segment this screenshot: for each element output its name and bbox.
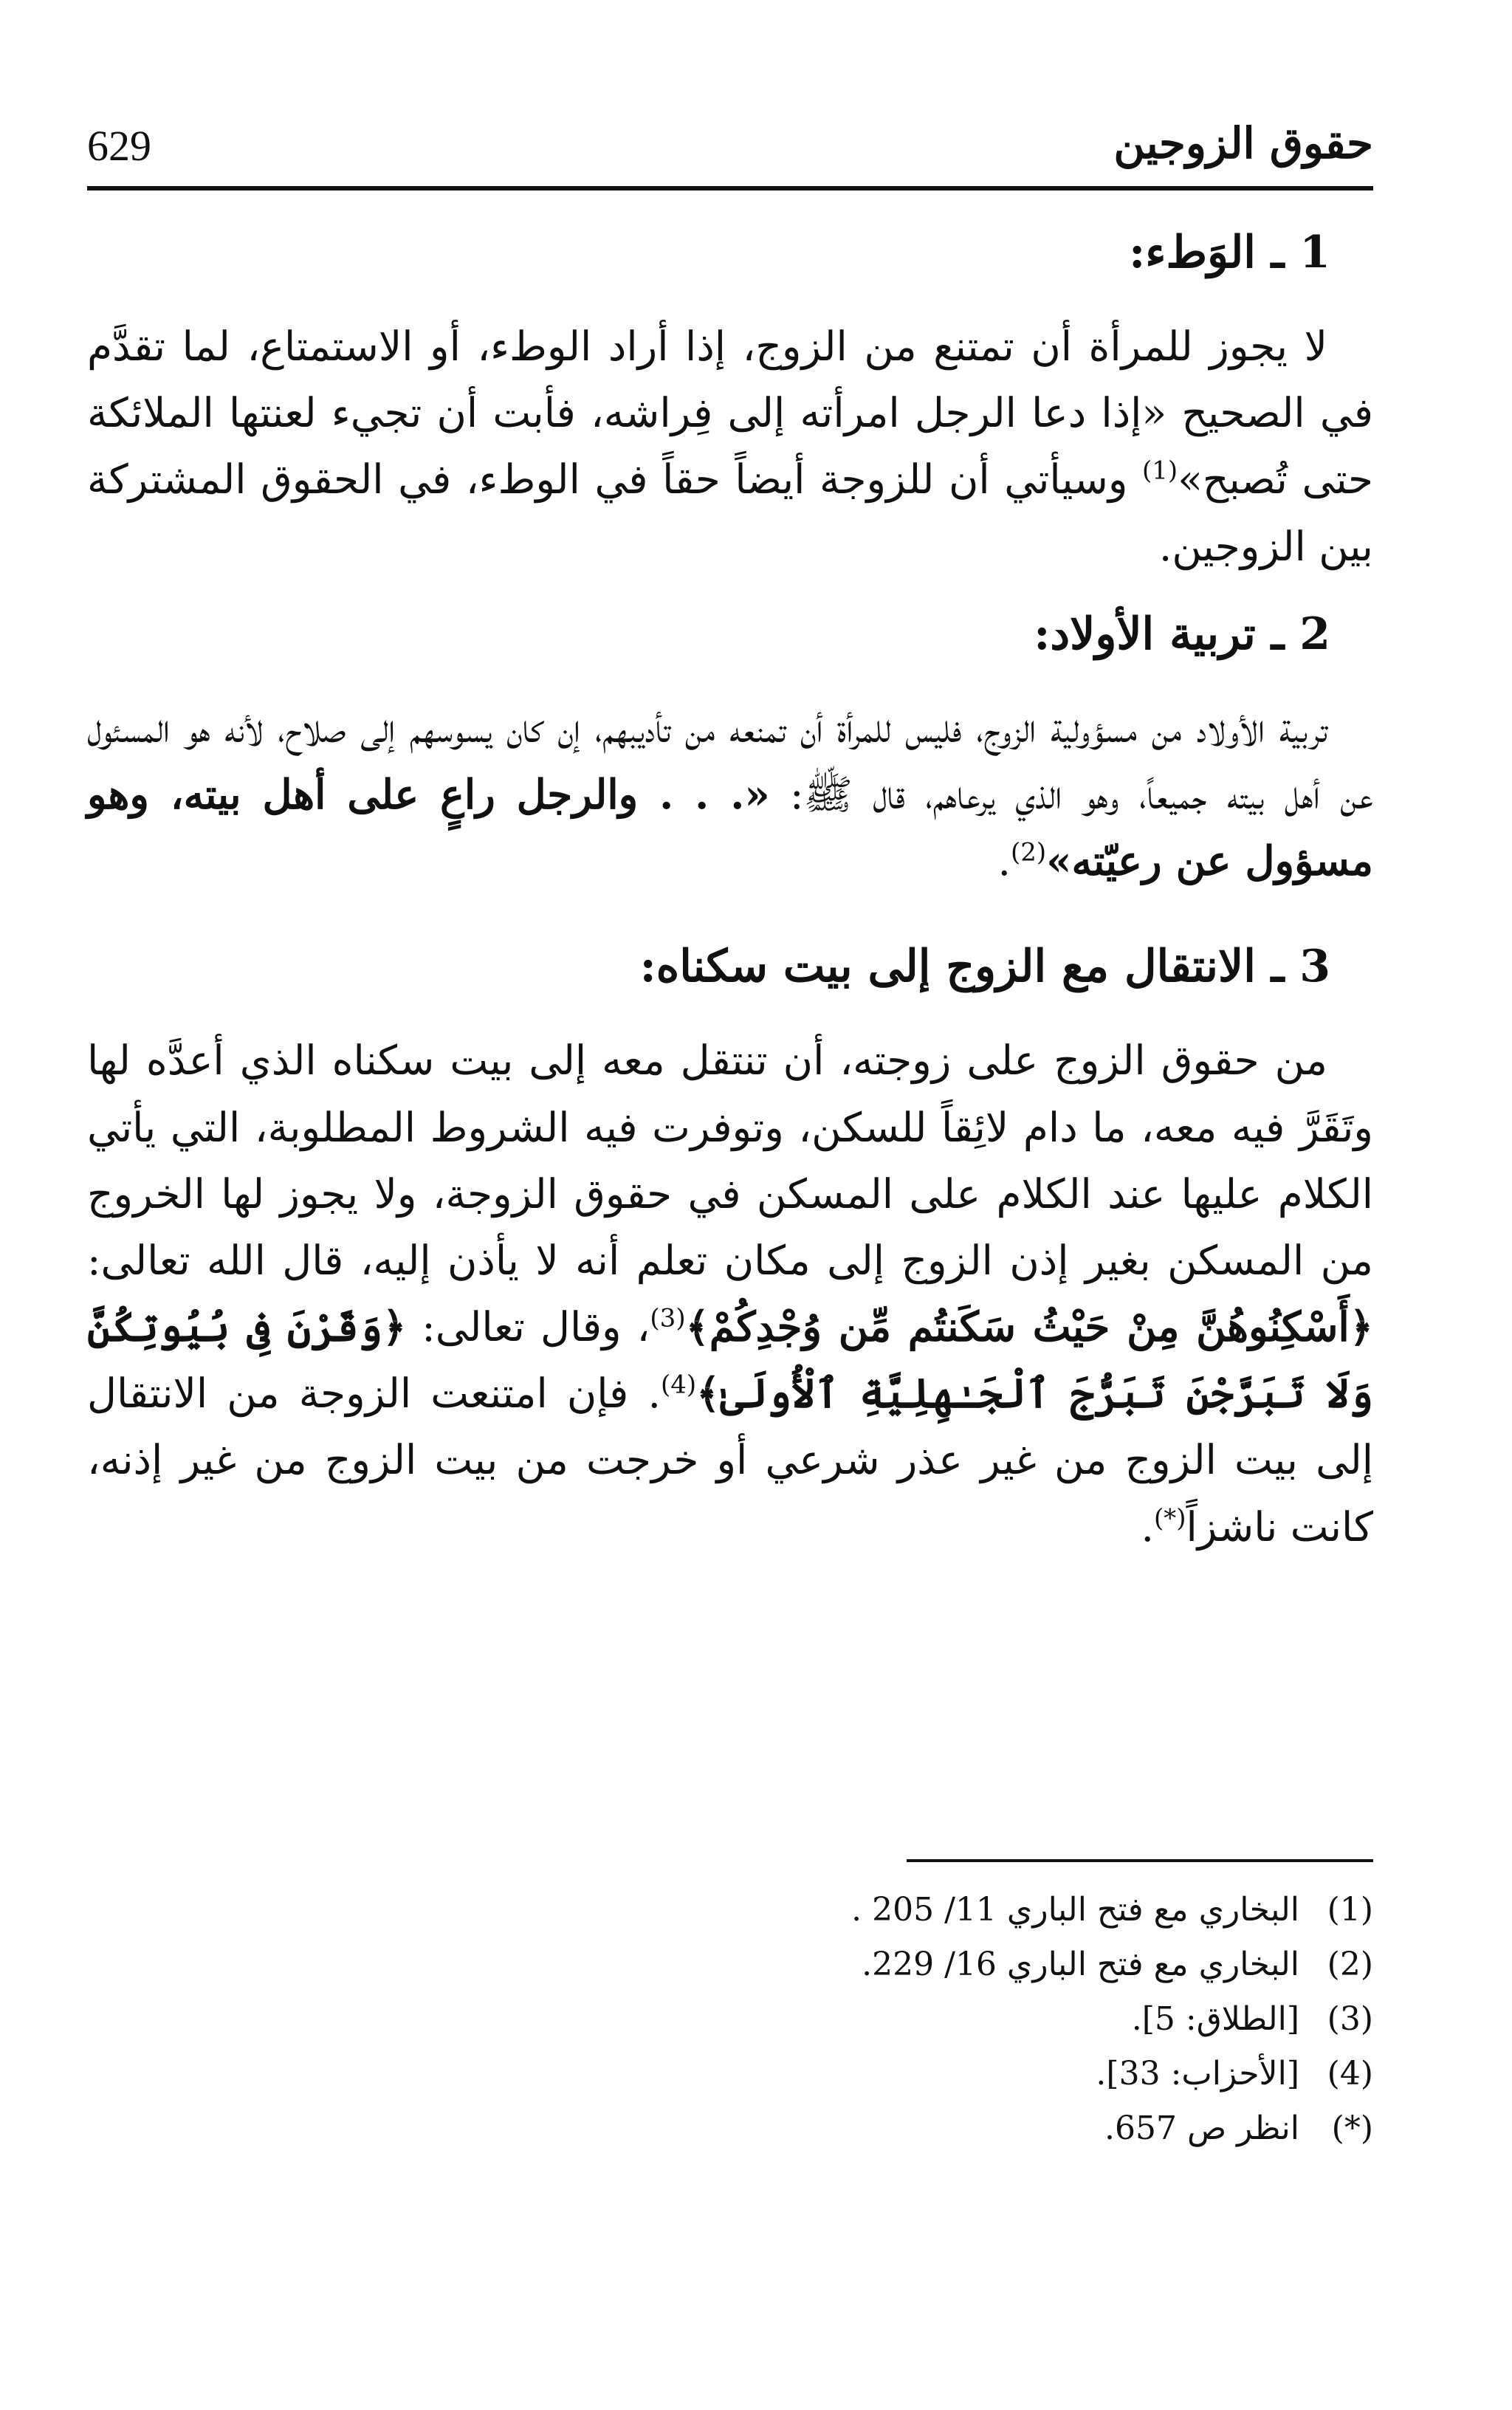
section-heading-relocation: 3 ـ الانتقال مع الزوج إلى بيت سكناه:: [639, 941, 1330, 993]
footnote-separator: [907, 1859, 1373, 1862]
footnote-item: [87, 1992, 1373, 2047]
page-number: 629: [87, 122, 151, 170]
header-rule: [87, 186, 1373, 190]
quran-verse-1: ﴿أَسْكِنُوهُنَّ مِنْ حَيْثُ سَكَنتُم مِّن وُجْدِكُمْ﴾: [685, 1302, 1374, 1351]
paragraph-text: .: [1141, 1503, 1154, 1551]
footnote-number: (3): [1327, 1999, 1373, 2038]
section-paragraph-intercourse: [87, 313, 1373, 580]
section-heading-children: 2 ـ تربية الأولاد:: [1034, 608, 1330, 660]
paragraph-text: ، وقال تعالى:: [406, 1303, 650, 1351]
page-body: [87, 222, 1373, 1560]
footnote-number: (*): [1331, 2109, 1373, 2147]
footnote-text: انظر ص 657.: [1104, 2109, 1299, 2147]
footnote-ref-star: (*): [1153, 1503, 1186, 1534]
footnote-ref-2: (2): [1010, 837, 1047, 868]
footnote-item: [87, 2101, 1373, 2156]
footnote-text: [الطلاق: 5].: [1131, 1999, 1299, 2038]
paragraph-text: تربية الأولاد من مسؤولية الزوج، فليس للمرأة أن تمنعه من تأديبهم، إن كان يسوسهم إلى صلاح، لأنه هو المسئول عن أهل بيته جميعاً، وهو الذي يرعاهم، قال ﷺ:: [87, 704, 1374, 818]
section-heading-intercourse: 1 ـ الوَطء:: [1129, 227, 1330, 278]
footnotes: [87, 1883, 1373, 2156]
footnote-number: (4): [1327, 2054, 1373, 2093]
section-paragraph-children: [87, 695, 1373, 895]
footnote-ref-1: (1): [1142, 456, 1178, 487]
footnote-text: [الأحزاب: 33].: [1096, 2054, 1299, 2093]
footnote-text: البخاري مع فتح الباري 11/ 205 .: [851, 1891, 1299, 1929]
footnote-ref-4: (4): [660, 1370, 697, 1400]
running-title: حقوق الزوجين: [1113, 118, 1373, 168]
paragraph-text: . فإن امتنعت الزوجة من الانتقال إلى بيت الزوج من غير عذر شرعي أو خرجت من بيت الزوج من غير إذنه، كانت ناشزاً: [87, 1370, 1373, 1551]
paragraph-text: من حقوق الزوج على زوجته، أن تنتقل معه إلى بيت سكناه الذي أعدَّه لها وتَقَرَّ فيه معه، ما دام لائِقاً للسكن، وتوفرت فيه الشروط المطلوبة، التي يأتي الكلام عليها عند الكلام على المسكن في حقوق الزوجة، ولا يجوز لها الخروج من المسكن بغير إذن الزوج إلى مكان تعلم أنه لا يأذن إليه، قال الله تعالى:: [87, 1037, 1373, 1284]
section-paragraph-relocation: [87, 1027, 1373, 1560]
page-header: [87, 118, 1373, 177]
hadith-quote: «. . . والرجل راعٍ على أهل بيته، وهو مسؤول عن رعيّته»: [87, 769, 1373, 885]
footnote-ref-3: (3): [650, 1303, 686, 1333]
footnote-item: [87, 1937, 1373, 1992]
paragraph-text: .: [997, 837, 1011, 885]
paragraph-text: لا يجوز للمرأة أن تمتنع من الزوج، إذا أراد الوطء، أو الاستمتاع، لما تقدَّم في الصحيح «إذا دعا الرجل امرأته إلى فِراشه، فأبت أن تجيء لعنتها الملائكة حتى تُصبح»: [87, 323, 1373, 504]
footnote-item: [87, 1883, 1373, 1937]
quran-verse-2: ﴿وَقَرْنَ فِى بُيُوتِكُنَّ وَلَا تَبَرَّجْنَ تَبَرُّجَ ٱلْجَـٰهِلِيَّةِ ٱلْأُولَىٰ﴾: [87, 1302, 1373, 1418]
paragraph-text: وسيأتي أن للزوجة أيضاً حقاً في الوطء، في الحقوق المشتركة بين الزوجين.: [87, 456, 1373, 570]
footnote-number: (1): [1327, 1891, 1373, 1929]
footnote-number: (2): [1327, 1945, 1373, 1983]
footnote-item: [87, 2047, 1373, 2101]
footnote-text: البخاري مع فتح الباري 16/ 229.: [862, 1945, 1299, 1983]
